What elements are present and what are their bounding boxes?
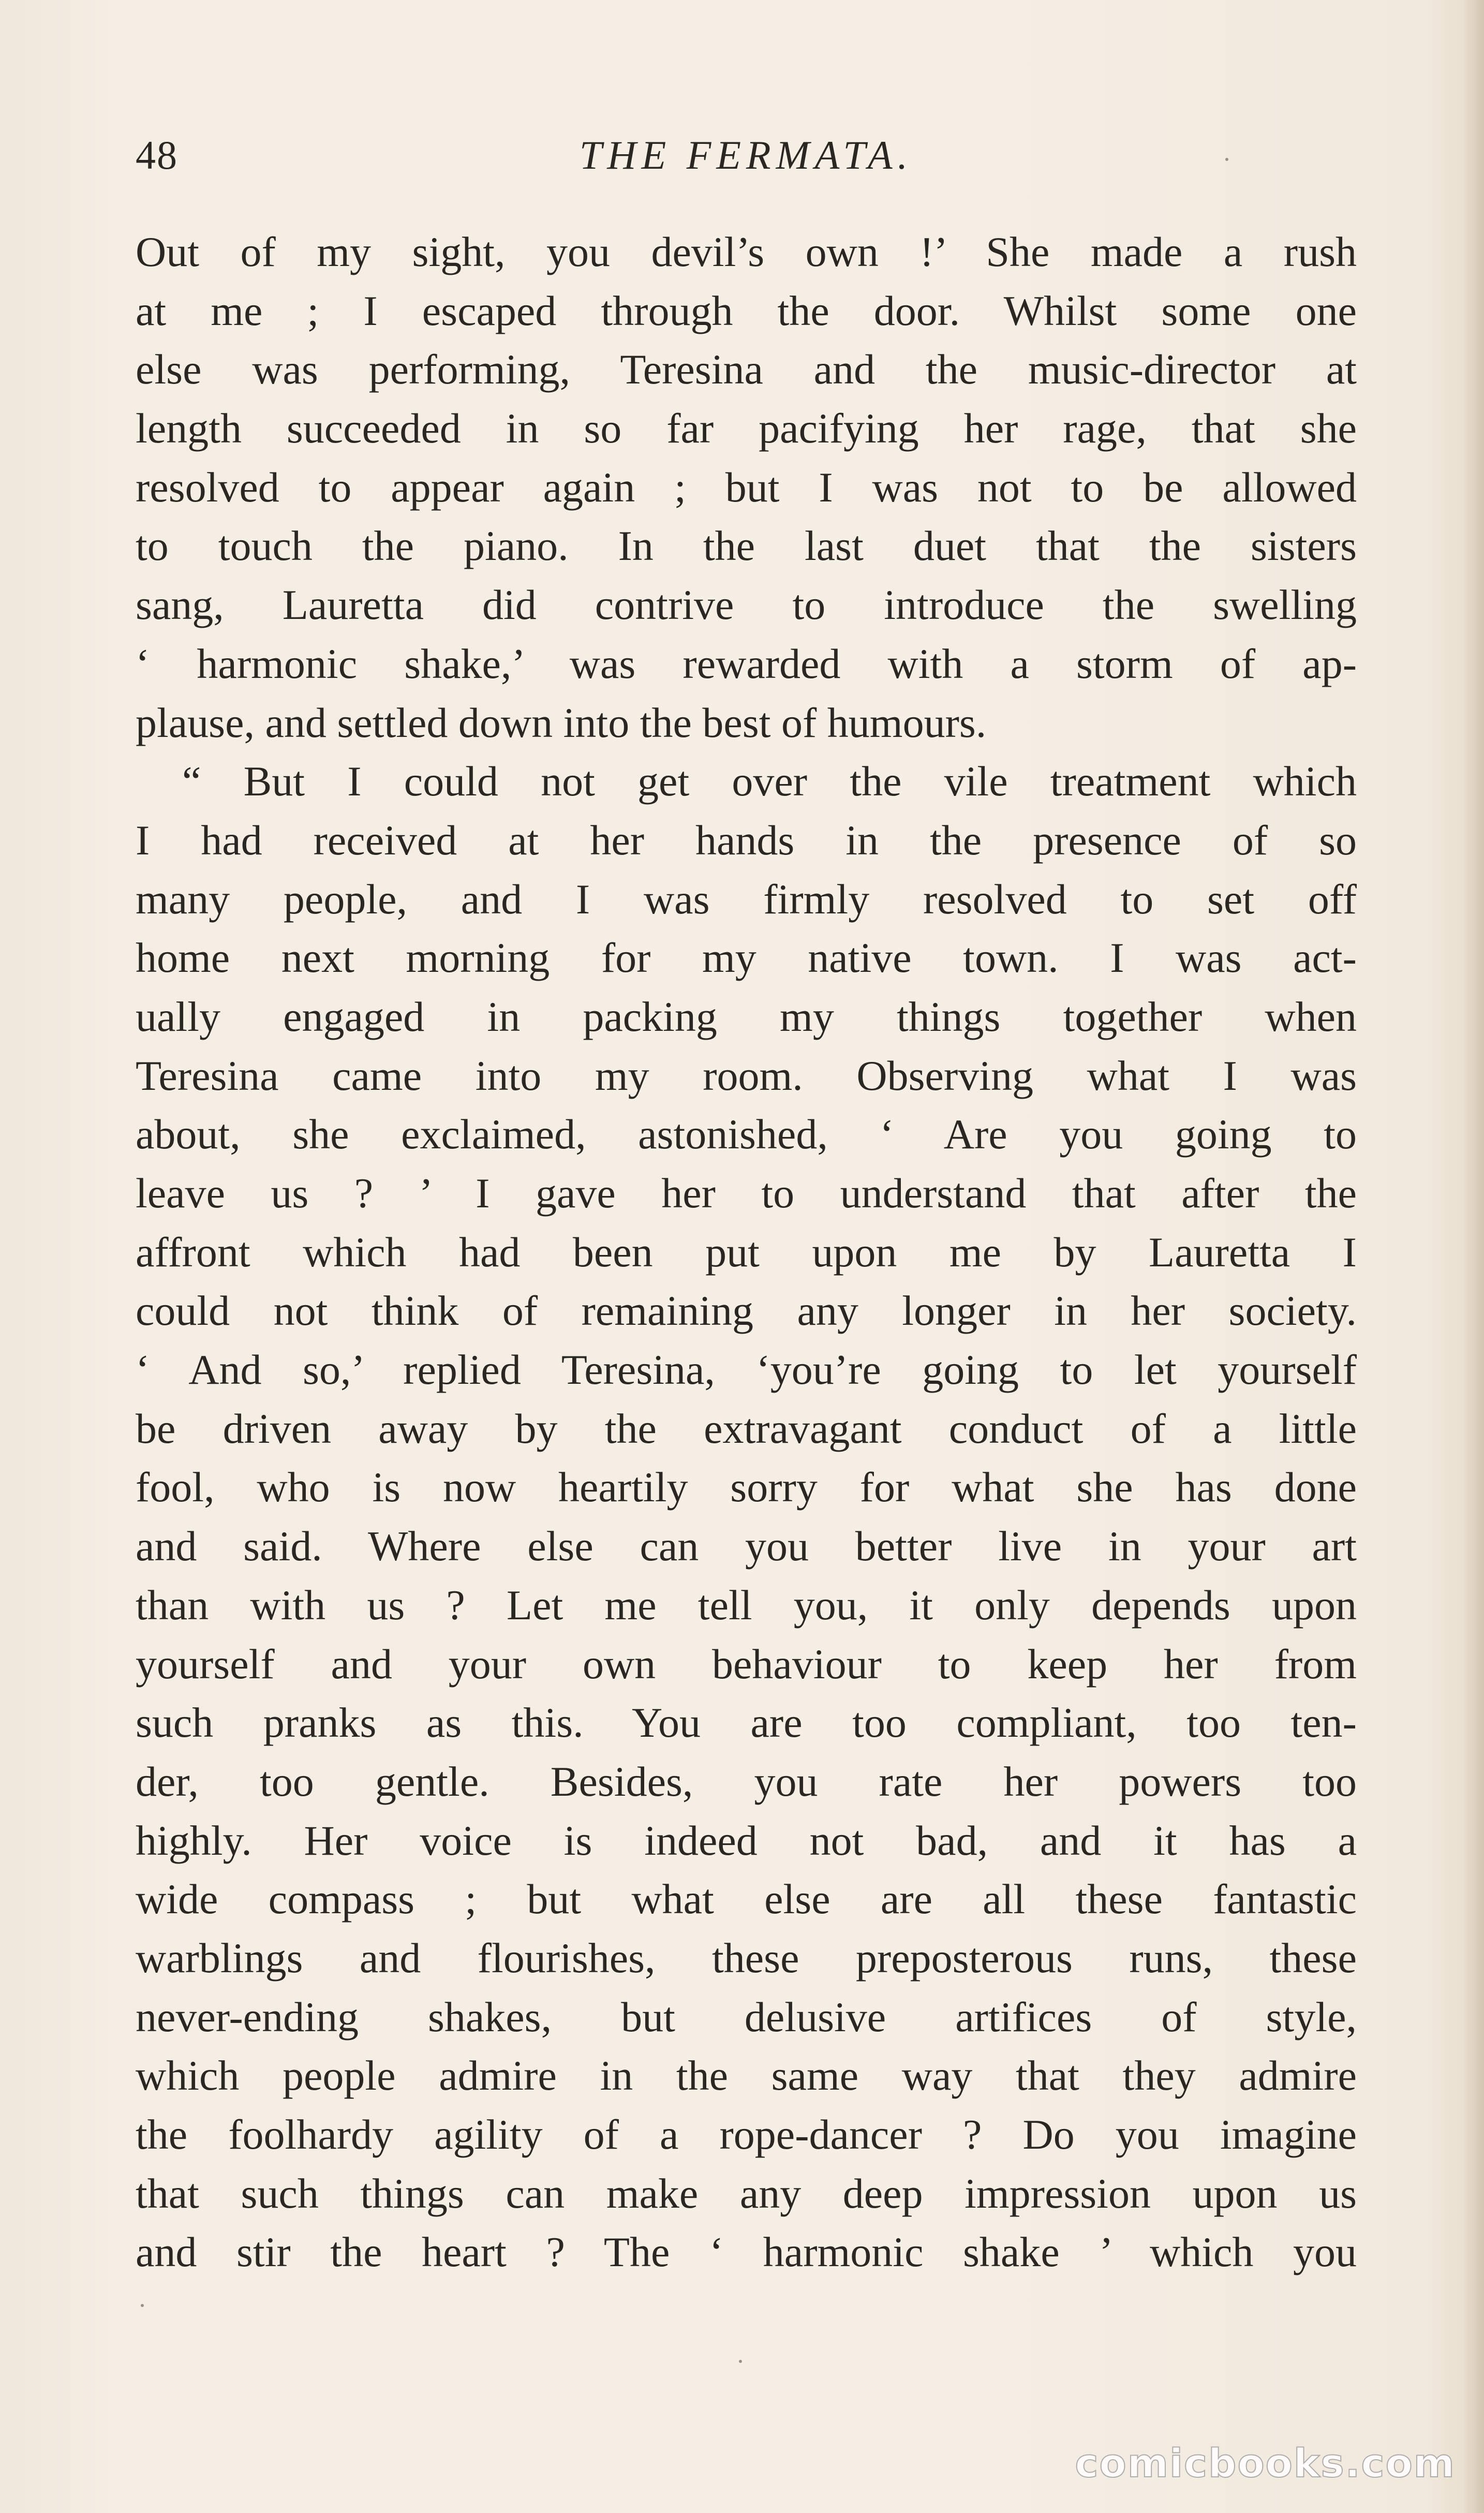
text-line: else was performing, Teresina and the music-director at (136, 346, 1357, 393)
text-line: leave us ? ’ I gave her to understand that after the (136, 1170, 1357, 1217)
text-line: to touch the piano. In the last duet that the sisters (136, 522, 1357, 570)
running-head: THE FERMATA. (579, 132, 913, 178)
text-line: wide compass ; but what else are all these fantastic (136, 1875, 1357, 1923)
text-line: and stir the heart ? The ‘ harmonic shake ’ which you (136, 2228, 1357, 2276)
text-line: home next morning for my native town. I was act- (136, 934, 1357, 982)
page-number: 48 (136, 132, 178, 178)
text-line: such pranks as this. You are too compliant, too ten- (136, 1699, 1357, 1747)
text-line: and said. Where else can you better live in your art (136, 1522, 1357, 1570)
text-line: length succeeded in so far pacifying her rage, that she (136, 405, 1357, 452)
text-line: “ But I could not get over the vile treatment which (182, 758, 1357, 805)
text-line: yourself and your own behaviour to keep her from (136, 1640, 1357, 1688)
text-line: ‘ harmonic shake,’ was rewarded with a storm of ap- (136, 640, 1357, 687)
paper-speck (739, 2360, 742, 2363)
text-line: ‘ And so,’ replied Teresina, ‘you’re going to let yourself (136, 1346, 1357, 1394)
watermark: comicbooks.com (1075, 2440, 1456, 2486)
text-line: be driven away by the extravagant conduct of a little (136, 1405, 1357, 1452)
text-line: highly. Her voice is indeed not bad, and it has a (136, 1816, 1357, 1864)
body-text (136, 223, 1357, 2282)
text-line: the foolhardy agility of a rope-dancer ? Do you imagine (136, 2111, 1357, 2158)
text-line: could not think of remaining any longer in her society. (136, 1287, 1357, 1335)
text-line: warblings and flourishes, these preposterous runs, these (136, 1934, 1357, 1982)
text-line: I had received at her hands in the presence of so (136, 816, 1357, 864)
page-edge-shadow (1463, 0, 1484, 2513)
text-line: many people, and I was firmly resolved to set off (136, 875, 1357, 923)
text-line: that such things can make any deep impression upon us (136, 2169, 1357, 2217)
text-line: at me ; I escaped through the door. Whilst some one (136, 287, 1357, 334)
text-line: than with us ? Let me tell you, it only depends upon (136, 1581, 1357, 1629)
paper-speck (1225, 158, 1228, 161)
text-line: ually engaged in packing my things together when (136, 993, 1357, 1040)
text-line: Teresina came into my room. Observing what I was (136, 1052, 1357, 1099)
text-line: about, she exclaimed, astonished, ‘ Are you going to (136, 1111, 1357, 1158)
paper-speck (141, 2304, 144, 2307)
text-line: sang, Lauretta did contrive to introduce the swelling (136, 581, 1357, 629)
text-line: affront which had been put upon me by Lauretta I (136, 1228, 1357, 1276)
text-line: resolved to appear again ; but I was not to be allowed (136, 463, 1357, 511)
page-header (136, 132, 1357, 189)
text-line: which people admire in the same way that they admire (136, 2052, 1357, 2100)
text-line: plause, and settled down into the best of humours. (136, 699, 987, 746)
text-line: der, too gentle. Besides, you rate her powers too (136, 1757, 1357, 1805)
text-line: never-ending shakes, but delusive artifices of style, (136, 1993, 1357, 2041)
text-line: Out of my sight, you devil’s own !’ She made a rush (136, 228, 1357, 275)
text-line: fool, who is now heartily sorry for what she has done (136, 1464, 1357, 1511)
